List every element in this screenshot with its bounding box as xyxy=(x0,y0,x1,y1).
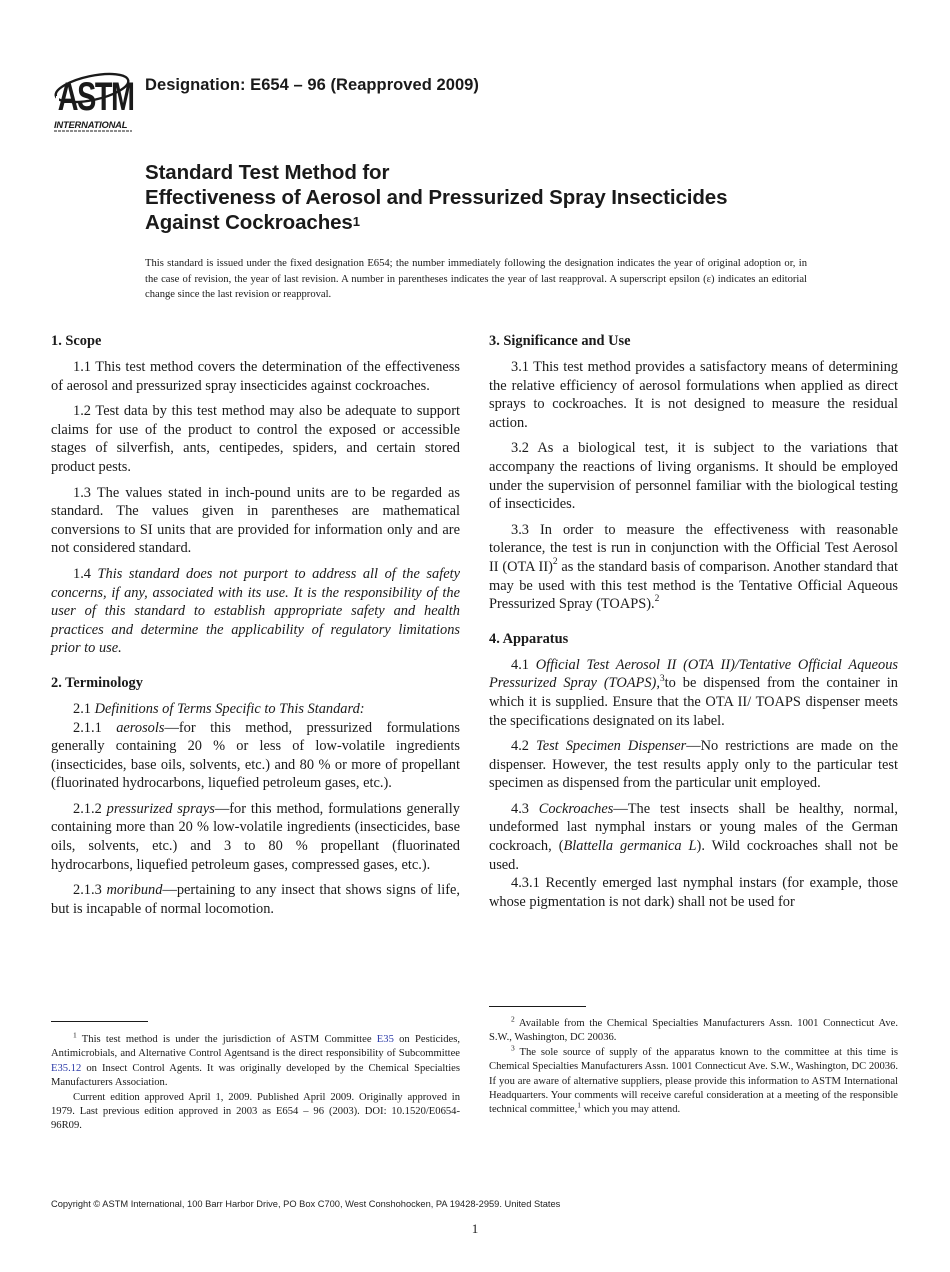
paragraph-3-1: 3.1 This test method provides a satisfactory means of determining the relative efficiency of aerosol formulations when applied as direct sprays to cockroaches. It is not designed to measure the residual action. xyxy=(489,359,898,431)
issued-note: This standard is issued under the fixed designation E654; the number immediately following the designation indicates the year of original adoption or, in the case of revision, the year of last revision. A number in parentheses indicates the year of last reapproval. A superscript epsilon (ε) indicates an editorial change since the last revision or reapproval. xyxy=(145,258,807,300)
title-line-2: Effectiveness of Aerosol and Pressurized Spray Insecticides xyxy=(145,186,728,209)
paragraph-4-2 xyxy=(489,737,898,793)
paragraph-2-1-2 xyxy=(51,800,460,874)
document-title xyxy=(145,160,845,235)
safety-caveat: This standard does not purport to address all of the safety concerns, if any, associated with its use. It is the responsibility of the user of this standard to establish appropriate safety and health practices and determine the applicability of regulatory limitations prior to use. xyxy=(51,565,460,657)
paragraph-text: 3.3 In order to measure the effectiveness with reasonable tolerance, the test is run in conjunction with the Official Test Aerosol II (OTA II) xyxy=(489,521,898,575)
astm-international-logo-icon xyxy=(52,56,134,132)
paragraph-4-3-1: 4.3.1 Recently emerged last nymphal instars (for example, those whose pigmentation is not dark) shall not be used for xyxy=(489,875,898,910)
svg-text:INTERNATIONAL: INTERNATIONAL xyxy=(54,119,128,130)
title-line-3 xyxy=(145,210,845,235)
astm-logo xyxy=(52,56,134,132)
footnote-ref-2[interactable]: 2 xyxy=(552,557,558,568)
footnote-ref-3[interactable]: 3 xyxy=(659,673,665,684)
footnote-text: on Insect Control Agents. It was originally developed by the Chemical Specialties Manufacturers Association. xyxy=(51,1062,460,1089)
paragraph-2-1-3 xyxy=(51,881,460,918)
paragraph-text: —No restrictions are made on the dispenser. However, the test results apply only to the particular test specimen as dispensed from the particular unit employed. xyxy=(489,738,898,792)
definition-pressurized-sprays: —for this method, formulations generally containing more than 20 % low-volatile ingredients (insecticides, base oils, solvents, etc.) and 3 to 80 % propellant (fluorinated hydrocarbons, liquefied petroleum gases, compressed gases, etc.). xyxy=(51,800,460,873)
paragraph-number: 2.1.3 xyxy=(73,882,107,899)
footnote-divider xyxy=(51,1021,148,1022)
footnote-text: Available from the Chemical Specialties Manufacturers Assn. 1001 Connecticut Ave. S.W., Washington, DC 20036. xyxy=(489,1018,898,1044)
footnote-text: which you may attend. xyxy=(581,1104,681,1116)
page-number: 1 xyxy=(471,1221,479,1236)
title-footnote-ref[interactable]: 1 xyxy=(352,214,360,229)
footnote-divider xyxy=(489,1006,586,1007)
footnote-number: 3 xyxy=(511,1043,515,1053)
paragraph-text: as the standard basis of comparison. Another standard that may be used with this test method is the Tentative Official Aqueous Pressurized Spray (TOAPS). xyxy=(489,558,898,613)
section-heading-significance: 3. Significance and Use xyxy=(489,333,631,349)
paragraph-1-3: 1.3 The values stated in inch-pound units are to be regarded as standard. The values given in parentheses are mathematical conversions to SI units that are provided for information only and are not considered standard. xyxy=(51,484,460,557)
title-line-1: Standard Test Method for xyxy=(145,161,390,184)
paragraph-text: ). Wild cockroaches shall not be used. xyxy=(489,838,898,873)
footnote-text: This test method is under the jurisdiction of ASTM Committee xyxy=(76,1034,377,1045)
paragraph-number: 4.2 xyxy=(511,738,537,755)
paragraph-1-1: 1.1 This test method covers the determination of the effectiveness of aerosol and pressurized spray insecticides against cockroaches. xyxy=(51,359,460,394)
paragraph-number: 2.1.1 xyxy=(73,719,117,736)
paragraph-3-2: 3.2 As a biological test, it is subject to the variations that accompany the reactions of living organisms. It should be employed under the supervision of personnel familiar with the biological testing of insecticides. xyxy=(489,440,898,513)
svg-text:ASTM: ASTM xyxy=(57,74,134,120)
species-name: Blattella germanica L xyxy=(563,838,697,855)
left-column xyxy=(51,332,460,925)
paragraph-2-1 xyxy=(51,700,460,719)
footnote-number: 2 xyxy=(511,1014,515,1024)
term-aerosols: aerosols xyxy=(116,719,165,736)
apparatus-item-title: Official Test Aerosol II (OTA II)/Tentative Official Aqueous Pressurized Spray (TOAPS), xyxy=(489,656,898,692)
term-pressurized-sprays: pressurized sprays xyxy=(106,800,215,817)
footnote-3 xyxy=(489,1043,898,1118)
footnote-ref-2[interactable]: 2 xyxy=(654,594,660,605)
footnote-number: 1 xyxy=(73,1030,77,1040)
paragraph-number: 1.4 xyxy=(73,565,98,582)
paragraph-1-4 xyxy=(51,565,460,658)
paragraph-number: 2.1 xyxy=(73,700,95,717)
subcommittee-e35-12-link[interactable]: E35.12 xyxy=(51,1062,82,1074)
term-moribund: moribund xyxy=(106,882,163,899)
apparatus-item-title: Test Specimen Dispenser xyxy=(536,738,687,755)
section-heading-scope: 1. Scope xyxy=(51,333,102,349)
footnote-text: on Pesticides, Antimicrobials, and Alternative Control Agentsand is the direct responsibility of Subcommittee xyxy=(51,1034,460,1060)
paragraph-1-2: 1.2 Test data by this test method may also be adequate to support claims for use of the product to control the exposed or accessible stages of silverfish, ants, centipedes, spiders, and certain stored product pests. xyxy=(51,403,460,475)
section-heading-terminology: 2. Terminology xyxy=(51,674,143,691)
paragraph-text: to be dispensed from the container in which it is supplied. Ensure that the OTA II/ TOAPS dispenser meets the specifications designated on its label. xyxy=(489,675,898,729)
footnote-ref-1[interactable]: 1 xyxy=(577,1100,581,1110)
paragraph-3-3 xyxy=(489,521,898,614)
paragraph-4-1 xyxy=(489,656,898,730)
footnote-2 xyxy=(489,1014,898,1046)
definitions-heading: Definitions of Terms Specific to This Standard: xyxy=(94,700,365,717)
designation: Designation: E654 – 96 (Reapproved 2009) xyxy=(145,76,479,94)
footnote-edition-info: Current edition approved April 1, 2009. Published April 2009. Originally approved in 1979. Last previous edition approved in 2003 as E654 – 96 (2003). DOI: 10.1520/E0654-96R09. xyxy=(51,1091,460,1132)
right-column xyxy=(489,332,898,918)
apparatus-item-title: Cockroaches xyxy=(538,800,614,817)
footnotes-right xyxy=(489,1014,898,1118)
footnote-text: The sole source of supply of the apparatus known to the committee at this time is Chemical Specialties Manufacturers Assn. 1001 Connecticut Ave. S.W., Washington, DC 20036. If you are aware of alternative suppliers, please provide this information to ASTM International Headquarters. Your comments will receive careful consideration at a meeting of the responsible technical committee, xyxy=(489,1046,898,1116)
definition-aerosols: —for this method, pressurized formulations generally containing 20 % or less of low-volatile ingredients (insecticides, base oils, solvents, etc.) and 80 % or more of propellant (fluorinated hydrocarbons, liquefied petroleum gases, etc.). xyxy=(51,719,460,792)
definition-moribund: —pertaining to any insect that shows signs of life, but is incapable of normal locomotion. xyxy=(51,882,460,917)
committee-e35-link[interactable]: E35 xyxy=(376,1034,394,1045)
title-line-3-text: Against Cockroaches xyxy=(145,211,353,234)
section-heading-apparatus: 4. Apparatus xyxy=(489,630,569,647)
copyright-notice: Copyright © ASTM International, 100 Barr Harbor Drive, PO Box C700, West Conshohocken, PA 19428-2959. United States xyxy=(51,1199,561,1209)
paragraph-number: 4.3 xyxy=(511,800,539,817)
paragraph-2-1-1 xyxy=(51,719,460,793)
footnote-1 xyxy=(51,1030,460,1091)
paragraph-text: —The test insects shall be healthy, normal, undeformed last nymphal instars or young males of the German cockroach, ( xyxy=(489,800,899,855)
paragraph-number: 4.1 xyxy=(511,656,536,673)
footnotes-left xyxy=(51,1030,460,1134)
paragraph-number: 2.1.2 xyxy=(73,800,107,817)
paragraph-4-3 xyxy=(489,800,898,874)
